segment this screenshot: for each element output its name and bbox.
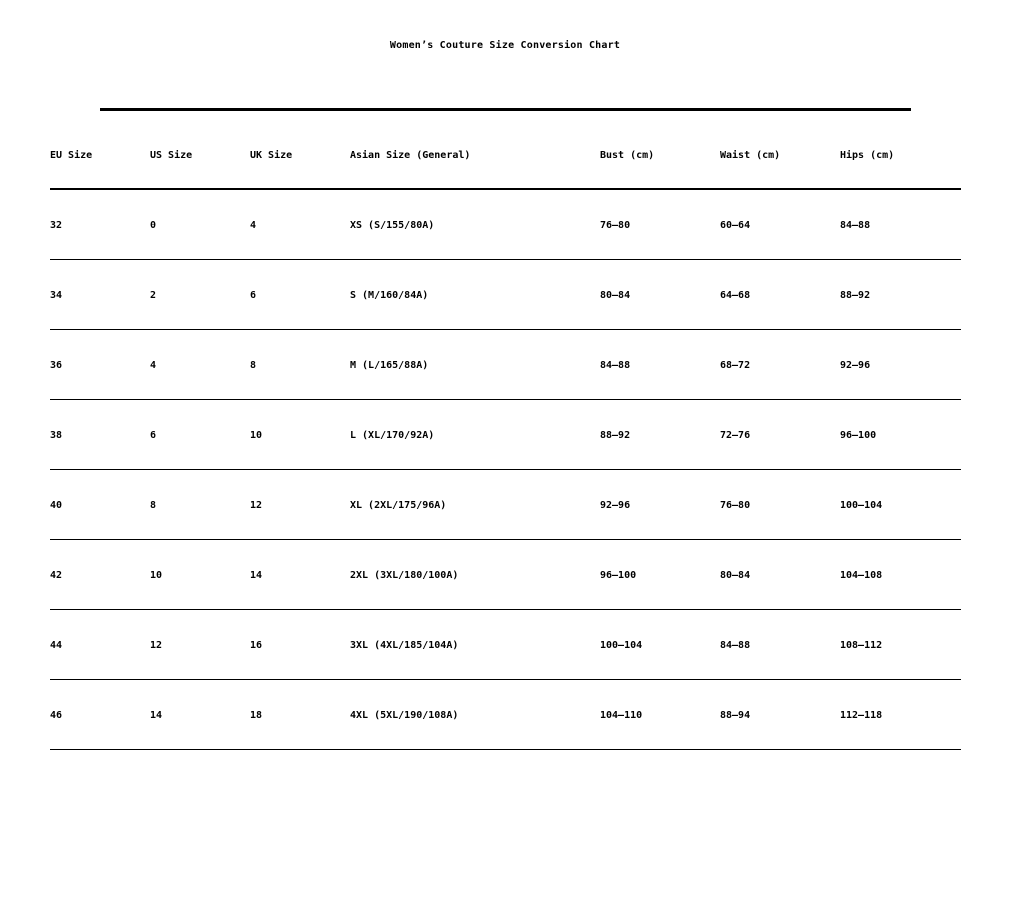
cell-asian-size: S (M/160/84A) [350, 290, 429, 301]
table-row [50, 540, 961, 610]
cell-us-size: 12 [150, 640, 163, 651]
cell-uk-size: 6 [250, 290, 257, 301]
cell-eu-size: 38 [50, 430, 63, 441]
cell-bust: 88–92 [600, 430, 631, 441]
cell-hips: 104–108 [840, 570, 883, 581]
cell-waist: 84–88 [720, 640, 751, 651]
cell-hips: 92–96 [840, 360, 871, 371]
cell-uk-size: 4 [250, 220, 257, 231]
cell-hips: 88–92 [840, 290, 871, 301]
title-divider [100, 108, 911, 111]
cell-hips: 100–104 [840, 500, 883, 511]
cell-hips: 108–112 [840, 640, 883, 651]
cell-waist: 88–94 [720, 710, 751, 721]
cell-eu-size: 46 [50, 710, 63, 721]
cell-waist: 68–72 [720, 360, 751, 371]
header-asian-size: Asian Size (General) [350, 150, 471, 161]
cell-waist: 76–80 [720, 500, 751, 511]
cell-asian-size: L (XL/170/92A) [350, 430, 435, 441]
header-uk-size: UK Size [250, 150, 293, 161]
cell-bust: 80–84 [600, 290, 631, 301]
cell-hips: 112–118 [840, 710, 883, 721]
cell-eu-size: 40 [50, 500, 63, 511]
cell-bust: 76–80 [600, 220, 631, 231]
cell-us-size: 2 [150, 290, 157, 301]
header-bust: Bust (cm) [600, 150, 655, 161]
cell-us-size: 14 [150, 710, 163, 721]
cell-eu-size: 32 [50, 220, 63, 231]
cell-us-size: 10 [150, 570, 163, 581]
cell-asian-size: M (L/165/88A) [350, 360, 429, 371]
cell-us-size: 8 [150, 500, 157, 511]
cell-uk-size: 12 [250, 500, 263, 511]
table-row [50, 610, 961, 680]
cell-eu-size: 34 [50, 290, 63, 301]
header-us-size: US Size [150, 150, 193, 161]
cell-waist: 72–76 [720, 430, 751, 441]
cell-asian-size: XS (S/155/80A) [350, 220, 435, 231]
cell-us-size: 0 [150, 220, 157, 231]
cell-eu-size: 42 [50, 570, 63, 581]
header-hips: Hips (cm) [840, 150, 895, 161]
cell-waist: 60–64 [720, 220, 751, 231]
cell-eu-size: 36 [50, 360, 63, 371]
cell-bust: 104–110 [600, 710, 643, 721]
cell-bust: 100–104 [600, 640, 643, 651]
cell-uk-size: 16 [250, 640, 263, 651]
table-row [50, 470, 961, 540]
table-row [50, 190, 961, 260]
cell-uk-size: 8 [250, 360, 257, 371]
table-header-row [50, 120, 961, 190]
cell-us-size: 4 [150, 360, 157, 371]
table-row [50, 680, 961, 750]
cell-asian-size: 2XL (3XL/180/100A) [350, 570, 459, 581]
cell-hips: 96–100 [840, 430, 877, 441]
table-row [50, 260, 961, 330]
cell-uk-size: 10 [250, 430, 263, 441]
cell-hips: 84–88 [840, 220, 871, 231]
cell-asian-size: 3XL (4XL/185/104A) [350, 640, 459, 651]
cell-waist: 64–68 [720, 290, 751, 301]
header-eu-size: EU Size [50, 150, 93, 161]
header-waist: Waist (cm) [720, 150, 781, 161]
cell-waist: 80–84 [720, 570, 751, 581]
size-conversion-table [50, 120, 961, 750]
cell-uk-size: 18 [250, 710, 263, 721]
table-row [50, 400, 961, 470]
cell-bust: 96–100 [600, 570, 637, 581]
cell-us-size: 6 [150, 430, 157, 441]
cell-bust: 84–88 [600, 360, 631, 371]
table-row [50, 330, 961, 400]
cell-eu-size: 44 [50, 640, 63, 651]
cell-asian-size: XL (2XL/175/96A) [350, 500, 447, 511]
cell-uk-size: 14 [250, 570, 263, 581]
page-title: Women’s Couture Size Conversion Chart [389, 40, 621, 51]
cell-asian-size: 4XL (5XL/190/108A) [350, 710, 459, 721]
cell-bust: 92–96 [600, 500, 631, 511]
